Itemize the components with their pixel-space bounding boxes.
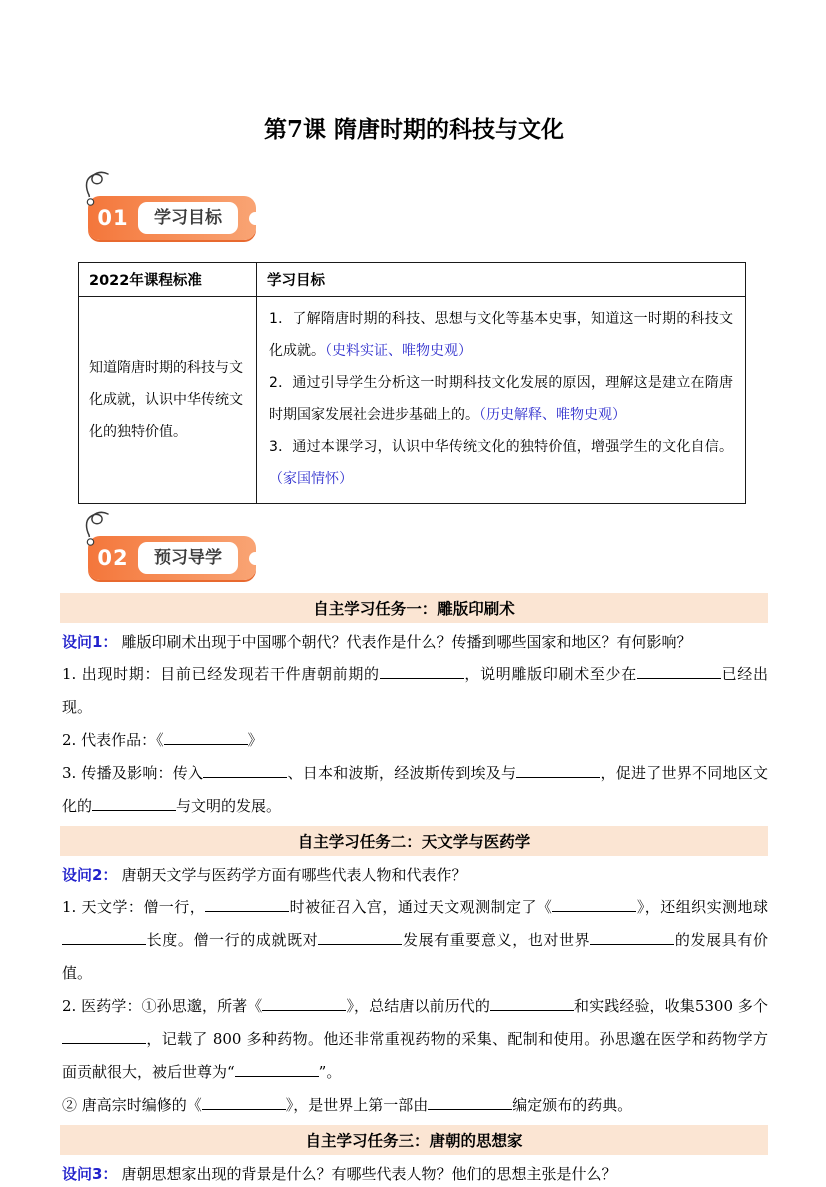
badge-label: 学习目标 <box>138 202 238 234</box>
badge-label: 预习导学 <box>138 542 238 574</box>
fill-blank <box>490 996 574 1011</box>
fill-blank <box>62 1029 146 1044</box>
fill-blank <box>205 897 289 912</box>
fill-blank <box>202 1095 286 1110</box>
fill-blank <box>552 897 636 912</box>
fill-blank <box>380 664 464 679</box>
section-badge-02 <box>88 536 248 580</box>
fill-blank-line: 1. 出现时期：目前已经发现若干件唐朝前期的 ，说明雕版印刷术至少在 已经出现。 <box>62 665 768 716</box>
table-header-row <box>79 263 746 297</box>
table-header-objectives: 学习目标 <box>257 263 746 297</box>
course-standard-cell: 知道隋唐时期的科技与文化成就，认识中华传统文化的独特价值。 <box>79 297 257 504</box>
objective-item: 1．了解隋唐时期的科技、思想与文化等基本史事，知道这一时期的科技文化成就。（史料实证、唯物史观） <box>269 311 733 359</box>
question-text: 唐朝天文学与医药学方面有哪些代表人物和代表作？ <box>121 866 467 884</box>
table-header-standard: 2022年课程标准 <box>79 263 257 297</box>
question-text: 雕版印刷术出现于中国哪个朝代？代表作是什么？传播到哪些国家和地区？有何影响？ <box>121 633 692 651</box>
section-badge-01 <box>88 196 248 240</box>
objectives-cell <box>257 297 746 504</box>
question-label: 设问3： <box>62 1165 118 1183</box>
objectives-table <box>78 262 746 504</box>
fill-blank <box>164 730 248 745</box>
objective-tag: （史料实证、唯物史观） <box>325 343 472 359</box>
task-items-1 <box>62 658 768 823</box>
objective-tag: （家国情怀） <box>269 471 353 487</box>
fill-blank <box>92 796 176 811</box>
task-banner-1: 自主学习任务一：雕版印刷术 <box>60 593 768 623</box>
question-line-1 <box>62 629 768 655</box>
fill-blank <box>62 930 146 945</box>
task-banner-3: 自主学习任务三：唐朝的思想家 <box>60 1125 768 1155</box>
objective-tag: （历史解释、唯物史观） <box>479 407 626 423</box>
table-body-row <box>79 297 746 504</box>
task-banner-2: 自主学习任务二：天文学与医药学 <box>60 826 768 856</box>
question-label: 设问2： <box>62 866 118 884</box>
thread-curl-icon <box>78 509 120 547</box>
objective-item: 3．通过本课学习，认识中华传统文化的独特价值，增强学生的文化自信。（家国情怀） <box>269 439 733 487</box>
fill-blank-line: 1. 天文学：僧一行， 时被征召入宫，通过天文观测制定了《 》，还组织实测地球长度。僧一行的成就既对 发展有重要意义，也对世界 的发展具有价值。 <box>62 898 768 982</box>
fill-blank-line: ② 唐高宗时编修的《 》，是世界上第一部由 编定颁布的药典。 <box>62 1096 633 1114</box>
question-line-2 <box>62 862 768 888</box>
task-items-2 <box>62 891 768 1122</box>
fill-blank <box>203 763 287 778</box>
page-title: 第7课 隋唐时期的科技与文化 <box>263 116 564 143</box>
badge-number: 02 <box>97 546 129 570</box>
question-label: 设问1： <box>62 633 118 651</box>
question-text: 唐朝思想家出现的背景是什么？有哪些代表人物？他们的思想主张是什么？ <box>121 1165 617 1183</box>
fill-blank-line: 2. 代表作品：《 》 <box>62 731 263 749</box>
fill-blank <box>590 930 674 945</box>
badge-number: 01 <box>97 206 129 230</box>
objective-item: 2．通过引导学生分析这一时期科技文化发展的原因，理解这是建立在隋唐时期国家发展社会进步基础上的。（历史解释、唯物史观） <box>269 375 733 423</box>
fill-blank <box>516 763 600 778</box>
fill-blank-line: 3. 传播及影响：传入 、日本和波斯，经波斯传到埃及与 ，促进了世界不同地区文化的 与文明的发展。 <box>62 764 768 815</box>
thread-curl-icon <box>78 169 120 207</box>
fill-blank <box>235 1062 319 1077</box>
fill-blank <box>318 930 402 945</box>
fill-blank <box>428 1095 512 1110</box>
fill-blank <box>262 996 346 1011</box>
question-line-3 <box>62 1161 768 1187</box>
fill-blank <box>637 664 721 679</box>
fill-blank-line: 2. 医药学：①孙思邈，所著《 》，总结唐以前历代的 和实践经验，收集5300 多个，记载了 800 多种药物。他还非常重视药物的采集、配制和使用。孙思邈在医学和药物学方面贡献很大，被后世尊为“ ”。 <box>62 997 768 1081</box>
